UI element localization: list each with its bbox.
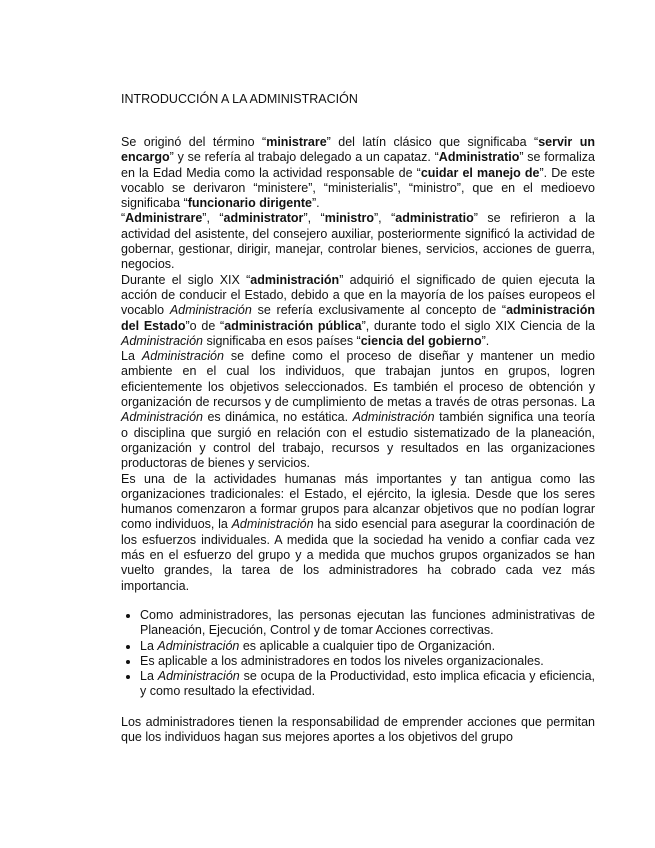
text-run: Es aplicable a los administradores en todos los niveles organizacionales. [140,653,544,668]
paragraph-importance [121,472,595,594]
paragraph-xix-century [121,273,595,349]
text-run: La [140,669,158,684]
text-run: La [121,349,142,364]
italic-term: Administración [352,410,435,425]
paragraph-closing: Los administradores tienen la responsabilidad de emprender acciones que permitan que los individuos hagan sus mejores aportes a los objetivos del grupo [121,714,595,744]
text-run: ”o de “ [185,318,225,333]
paragraph-etymology [121,135,595,211]
text-run: ” adquirió el significado de quien ejecuta la acción de conducir el Estado, debido a que en la mayoría de los países europeos el vocablo [121,272,595,318]
bold-term: cuidar el manejo de [420,165,540,180]
text-run: ”, “ [202,211,224,226]
bullet-list [121,608,595,700]
text-run: Como administradores, las personas ejecutan las funciones administrativas de Planeación, Ejecución, Control y de tomar Acciones correctivas. [140,607,595,638]
text-run: ” y se refería al trabajo delegado a un capataz. “ [169,150,439,165]
text-run: Es una de la actividades humanas más importantes y tan antigua como las organizaciones tradicionales: el Estado, el ejército, la iglesia. Desde que los seres humanos comenzaron a formar grupos para alcanzar objetivos que no podían lograr como individuos, la [121,471,595,532]
bold-term: ciencia del gobierno [360,333,482,348]
bold-term: ministrare [266,135,327,149]
italic-term: Administración [157,669,240,684]
italic-term: Administración [157,638,240,653]
bold-term: Administrare [125,211,203,226]
bold-term: administración [250,272,340,287]
text-run: Durante el siglo XIX “ [121,272,251,287]
text-run: ” se formaliza en la Edad Media como la actividad responsable de “ [121,150,595,180]
italic-term: Administración [169,303,252,318]
text-run: también significa una teoría o disciplina que surgió en relación con el estudio sistematizado de la planeación, organización y control del trabajo, recursos y resultados en las organizaciones productoras de bienes y servicios. [121,410,595,471]
text-run: ”. [312,196,320,211]
text-run: “ [121,211,126,226]
text-run: significaba en esos países “ [202,333,361,348]
text-run: ” del latín clásico que significaba “ [326,135,539,149]
text-run: ha sido esencial para asegurar la coordinación de los esfuerzos individuales. A medida que la sociedad ha venido a confiar cada vez más en el esfuerzo del grupo y a medida que muchos grupos organizados se han vuelto grandes, la tarea de los administradores ha cobrado cada vez más importancia. [121,517,595,593]
bullet-item [140,654,595,669]
text-run: se define como el proceso de diseñar y mantener un medio ambiente en el cual los individuos, que trabajan juntos en grupos, logren eficientemente los objetivos seleccionados. Es también el proceso de obtención y organización de recursos y de cumplimiento de metas a través de otras personas. La [121,349,595,410]
bullet-item [140,639,595,654]
bold-term: Administratio [438,150,520,165]
bold-term: administración del Estado [121,303,595,333]
italic-term: Administración [141,349,224,364]
bold-term: administratio [395,211,474,226]
text-run: ”, “ [303,211,325,226]
text-run: se refería exclusivamente al concepto de “ [251,303,507,318]
text-run: ”, durante todo el siglo XIX Ciencia de la [361,318,595,333]
text-run: es dinámica, no estática. [202,410,353,425]
bullet-item [140,669,595,700]
text-run: se ocupa de la Productividad, esto implica eficacia y eficiencia, y como resultado la efectividad. [140,669,595,699]
bold-term: servir un encargo [121,135,595,165]
document-body [121,135,595,745]
italic-term: Administración [121,333,203,348]
bold-term: administración pública [224,318,362,333]
italic-term: Administración [121,410,203,425]
bold-term: funcionario dirigente [187,196,313,211]
paragraph-definition [121,349,595,471]
bullet-item [140,608,595,639]
bold-term: ministro [324,211,375,226]
text-run: La [140,638,158,653]
text-run: es aplicable a cualquier tipo de Organización. [239,638,496,653]
text-run: ” se refirieron a la actividad del asistente, del consejero auxiliar, posteriormente significó la actividad de gobernar, gestionar, dirigir, manejar, controlar bienes, servicios, acciones de guerra, negocios. [121,211,595,272]
document-title: INTRODUCCIÓN A LA ADMINISTRACIÓN [121,92,358,106]
paragraph-latin-terms [121,211,595,272]
bold-term: administrator [223,211,304,226]
italic-term: Administración [231,517,314,532]
text-run: ”, “ [374,211,396,226]
text-run: Se originó del término “ [121,135,267,149]
text-run: ”. [481,333,490,348]
text-run: ”. De este vocablo se derivaron “ministere”, “ministerialis”, “ministro”, que en el medioevo significaba “ [121,165,595,211]
